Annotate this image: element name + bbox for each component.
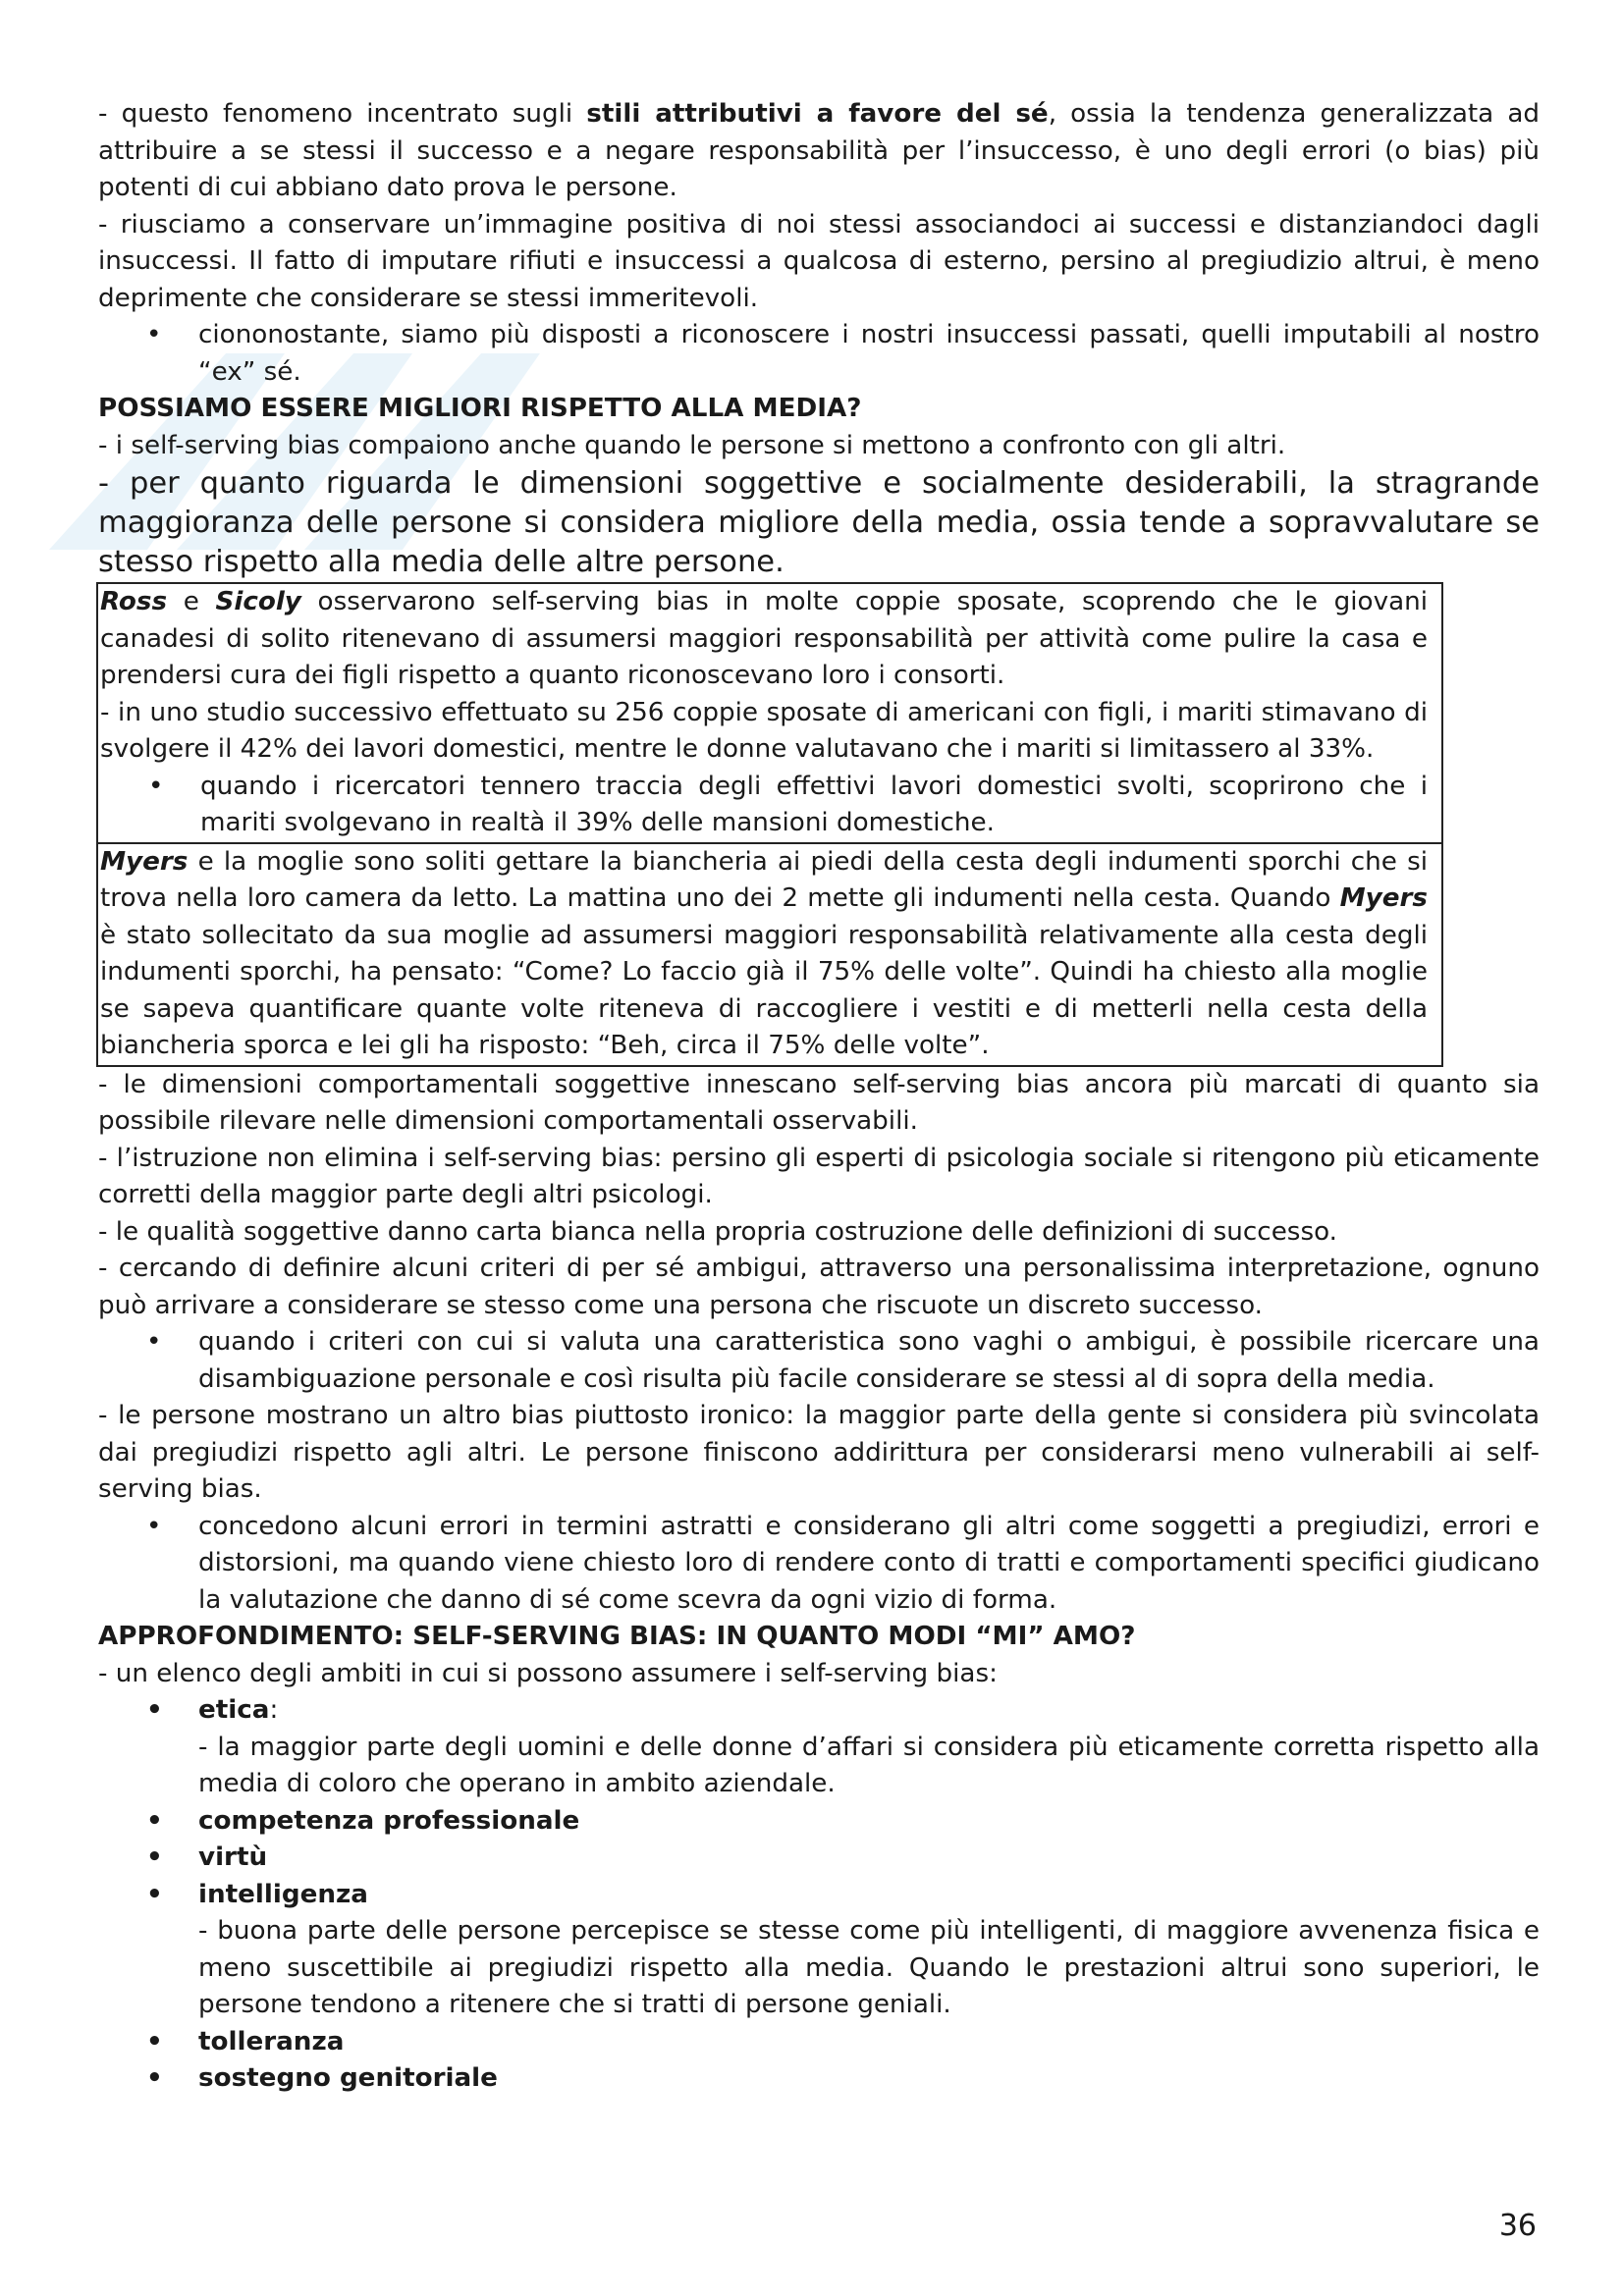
paragraph: Ross e Sicoly osservarono self-serving bias in molte coppie sposate, scoprendo che le giovani canadesi di solito ritenevano di assumersi maggiori responsabilità per attività come pulire la casa e prendersi cura dei figli rispetto a quanto riconoscevano loro i consorti. (100, 587, 1428, 690)
example-box (96, 582, 1443, 844)
bullet-icon: • (146, 1511, 162, 1541)
paragraph: - questo fenomeno incentrato sugli stili attributivi a favore del sé, ossia la tendenza generalizzata ad attribuire a se stessi il successo e a negare responsabilità per l’insuccesso, è uno degli errori (o bias) più potenti di cui abbiano dato prova le persone. (98, 99, 1540, 202)
paragraph: - riusciamo a conservare un’immagine positiva di noi stessi associandoci ai successi e distanziandoci dagli insuccessi. Il fatto di imputare rifiuti e insuccessi a qualcosa di esterno, persino al pregiudizio altrui, è meno deprimente che considerare se stessi immeritevoli. (98, 209, 1540, 313)
bullet-icon: • (146, 1879, 163, 1909)
paragraph: - le qualità soggettive danno carta bianca nella propria costruzione delle definizioni di successo. (98, 1216, 1337, 1247)
bullet-item: • competenza professionale (98, 1803, 1540, 1841)
bullet-icon: • (146, 320, 162, 349)
paragraph: - le dimensioni comportamentali soggettive innescano self-serving bias ancora più marcati di quanto sia possibile rilevare nelle dimensioni comportamentali osservabili. (98, 1069, 1540, 1136)
paragraph: - le persone mostrano un altro bias piuttosto ironico: la maggior parte della gente si considera più svincolata dai pregiudizi rispetto agli altri. Le persone finiscono addirittura per considerarsi meno vulnerabili ai self-serving bias. (98, 1401, 1540, 1504)
example-box (96, 844, 1443, 1067)
bullet-item: • quando i criteri con cui si valuta una caratteristica sono vaghi o ambigui, è possibile ricercare una disambiguazione personale e così risulta più facile considerare se stessi al di sopra della media. (98, 1324, 1540, 1398)
paragraph: - i self-serving bias compaiono anche quando le persone si mettono a confronto con gli altri. (98, 430, 1286, 460)
bullet-item: • tolleranza (98, 2024, 1540, 2061)
paragraph: - in uno studio successivo effettuato su 256 coppie sposate di americani con figli, i mariti stimavano di svolgere il 42% dei lavori domestici, mentre le donne valutavano che i mariti si limitassero al 33%. (100, 697, 1428, 764)
section-heading: POSSIAMO ESSERE MIGLIORI RISPETTO ALLA MEDIA? (98, 394, 862, 423)
bullet-icon: • (146, 1842, 163, 1872)
bullet-icon: • (146, 1327, 162, 1357)
bullet-item: • intelligenza - buona parte delle persone percepisce se stesse come più intelligenti, di maggiore avvenenza fisica e meno suscettibile ai pregiudizi rispetto alla media. Quando le prestazioni altrui sono superiori, le persone tendono a ritenere che si tratti di persone geniali. (98, 1877, 1540, 2024)
paragraph: - l’istruzione non elimina i self-serving bias: persino gli esperti di psicologia sociale si ritengono più eticamente corretti della maggior parte degli altri psicologi. (98, 1143, 1540, 1209)
paragraph: - cercando di definire alcuni criteri di per sé ambigui, attraverso una personalissima interpretazione, ognuno può arrivare a considerare se stesso come una persona che riscuote un discreto successo. (98, 1254, 1540, 1320)
bullet-icon: • (146, 2063, 163, 2093)
bullet-item: • sostegno genitoriale (98, 2060, 1540, 2098)
bullet-icon: • (146, 1695, 163, 1725)
bullet-item: • ciononostante, siamo più disposti a riconoscere i nostri insuccessi passati, quelli imputabili al nostro “ex” sé. (98, 317, 1540, 391)
bullet-item: • virtù (98, 1840, 1540, 1877)
page-number: 36 (1498, 2209, 1537, 2243)
bullet-item: • etica: - la maggior parte degli uomini e delle donne d’affari si considera più eticamente corretta rispetto alla media di coloro che operano in ambito aziendale. (98, 1692, 1540, 1803)
section-heading: APPROFONDIMENTO: SELF-SERVING BIAS: IN QUANTO MODI “MI” AMO? (98, 1622, 1136, 1651)
paragraph: Myers e la moglie sono soliti gettare la biancheria ai piedi della cesta degli indumenti sporchi che si trova nella loro camera da letto. La mattina uno dei 2 mette gli indumenti nella cesta. Quando Myers è stato sollecitato da sua moglie ad assumersi maggiori responsabilità relativamente alla cesta degli indumenti sporchi, ha pensato: “Come? Lo faccio già il 75% delle volte”. Quindi ha chiesto alla moglie se sapeva quantificare quante volte riteneva di raccogliere i vestiti e di metterli nella cesta della biancheria sporca e lei gli ha risposto: “Beh, circa il 75% delle volte”. (100, 846, 1428, 1060)
paragraph: - un elenco degli ambiti in cui si possono assumere i self-serving bias: (98, 1658, 998, 1688)
bullet-icon: • (146, 1805, 163, 1836)
bullet-icon: • (148, 771, 164, 801)
paragraph: - per quanto riguarda le dimensioni soggettive e socialmente desiderabili, la stragrande maggioranza delle persone si considera migliore della media, ossia tende a sopravvalutare se stesso rispetto alla media delle altre persone. (98, 466, 1540, 579)
page-content (98, 96, 1540, 2098)
bullet-item: • concedono alcuni errori in termini astratti e considerano gli altri come soggetti a pregiudizi, errori e distorsioni, ma quando viene chiesto loro di rendere conto di tratti e comportamenti specifici giudicano la valutazione che danno di sé come scevra da ogni vizio di forma. (98, 1509, 1540, 1620)
bullet-item: • quando i ricercatori tennero traccia degli effettivi lavori domestici svolti, scoprirono che i mariti svolgevano in realtà il 39% delle mansioni domestiche. (100, 769, 1428, 842)
bullet-icon: • (146, 2026, 163, 2056)
